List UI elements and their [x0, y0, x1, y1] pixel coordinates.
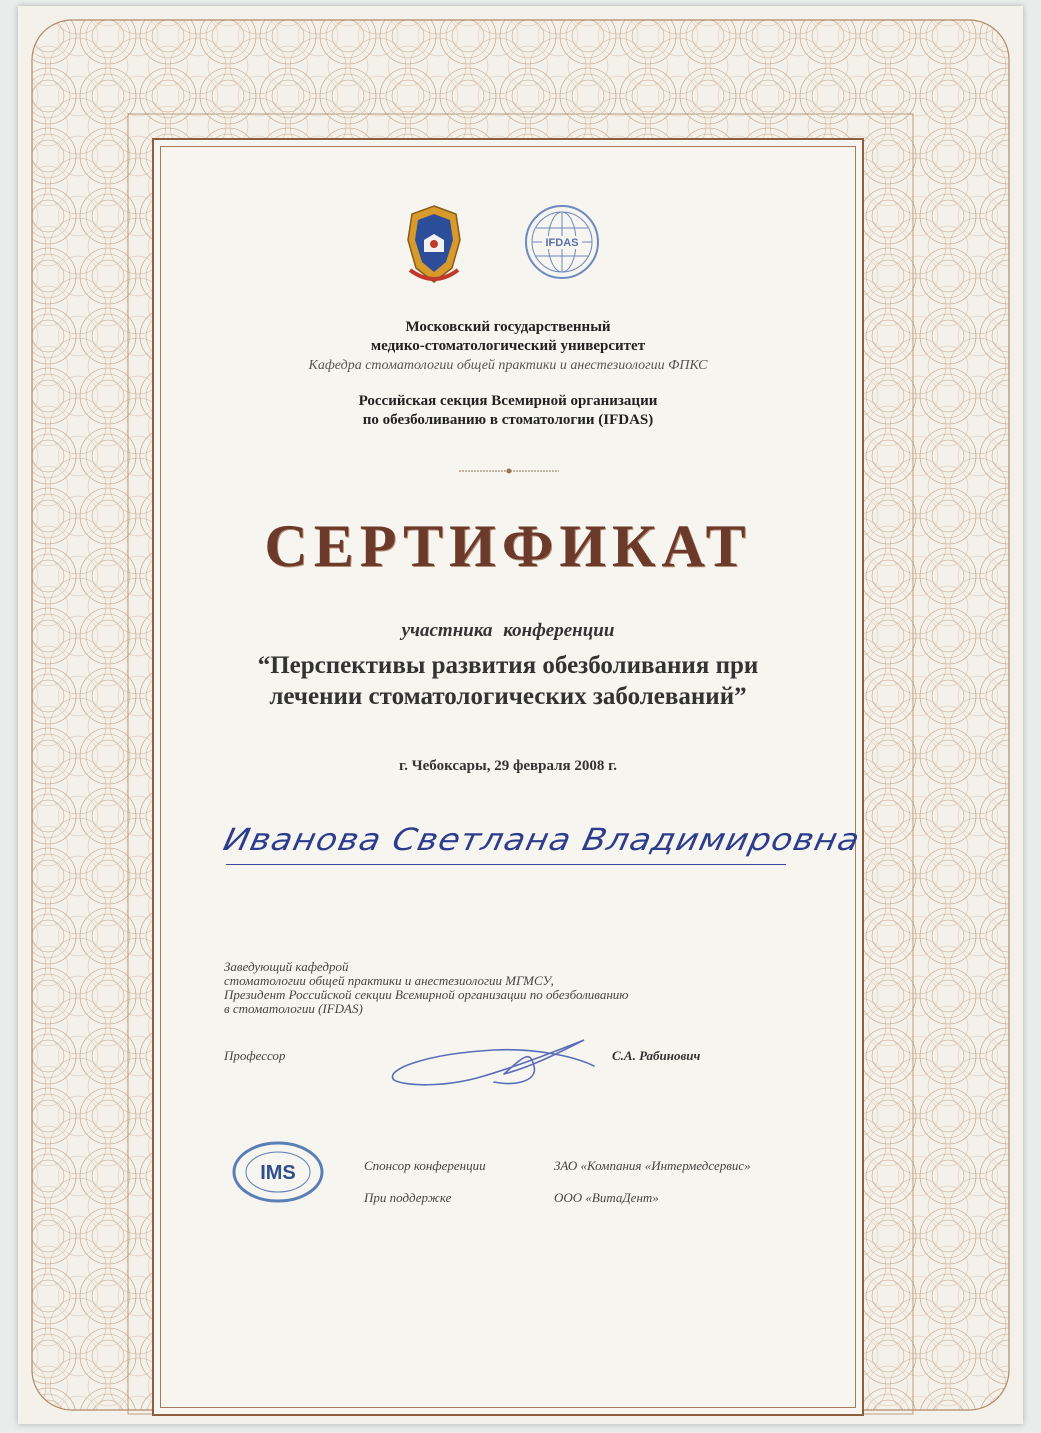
ifdas-label: IFDAS: [545, 237, 579, 249]
university-line-1: Московский государственный: [405, 319, 611, 335]
organization-name: [154, 392, 862, 430]
organization-line-1: Российская секция Всемирной организации: [358, 393, 658, 409]
conference-line-2: лечении стоматологических заболеваний”: [269, 683, 747, 710]
sponsor-label: Спонсор конференции: [364, 1158, 486, 1173]
certificate-title: СЕРТИФИКАТ: [264, 513, 752, 579]
sponsor-name: ЗАО «Компания «Интермедсервис»: [554, 1158, 751, 1173]
certificate-panel: [152, 138, 864, 1416]
signatory-block: [224, 960, 824, 1016]
university-line-2: медико-стоматологический университет: [370, 338, 646, 354]
signatory-name: С.А. Рабинович: [612, 1048, 701, 1063]
organization-line-2: по обезболиванию в стоматологии (IFDAS): [362, 412, 654, 428]
certificate-subtitle: участника конференции: [401, 620, 615, 641]
signature-icon: [384, 1026, 604, 1096]
signatory-line-4: в стоматологии (IFDAS): [224, 1001, 363, 1016]
signatory-line-1: Заведующий кафедрой: [224, 959, 349, 974]
support-name: ООО «ВитаДент»: [554, 1190, 659, 1205]
logos-row: [396, 200, 626, 290]
signatory-title: Профессор: [224, 1048, 286, 1063]
ornament-divider: [459, 468, 559, 474]
conference-line-1: “Перспективы развития обезболивания при: [257, 652, 759, 679]
signatory-line-2: стоматологии общей практики и анестезиологии МГМСУ,: [224, 973, 554, 988]
support-label: При поддержке: [364, 1190, 452, 1205]
name-underline: [226, 864, 786, 865]
department-name: Кафедра стоматологии общей практики и анестезиологии ФПКС: [308, 358, 708, 373]
university-emblem-icon: [408, 206, 460, 282]
signatory-line-3: Президент Российской секции Всемирной организации по обезболиванию: [224, 987, 629, 1002]
place-date: г. Чебоксары, 29 февраля 2008 г.: [398, 758, 617, 774]
ims-logo-icon: [230, 1140, 326, 1204]
university-name: [154, 318, 862, 356]
conference-name: [154, 650, 862, 712]
ims-logo-label: IMS: [260, 1162, 296, 1184]
certificate-sheet: [18, 6, 1023, 1424]
participant-name: Иванова Светлана Владимировна: [220, 822, 864, 858]
